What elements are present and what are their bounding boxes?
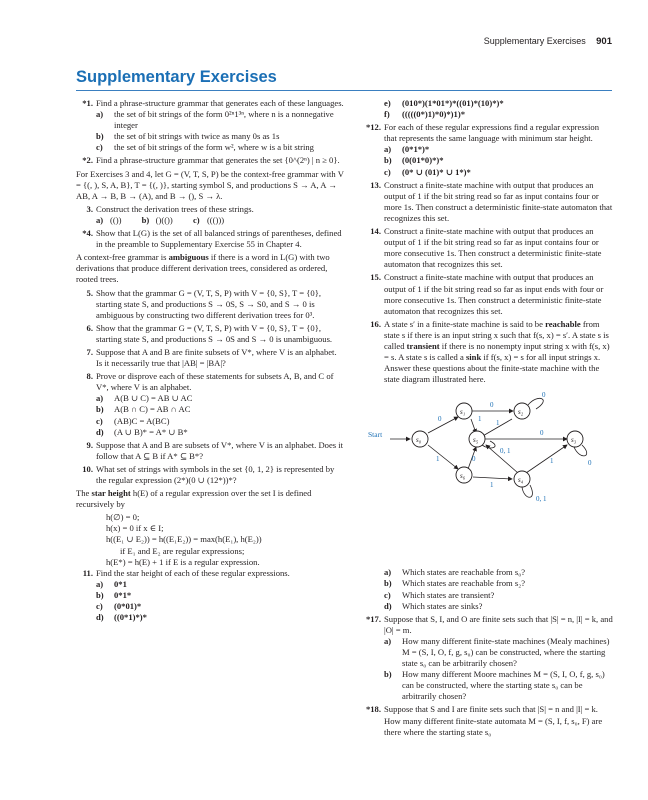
exercise-text: Find a phrase-structure grammar that generates the set {0^(2ⁿ) | n ≥ 0}.: [96, 155, 340, 166]
part-text: Which states are transient?: [402, 589, 495, 600]
part-label: a): [96, 214, 104, 225]
exercise-text: For each of these regular expressions find a regular expression that represents the same language with minimum star height.: [384, 122, 600, 144]
text-span: if there is a word in L(G) with two derivations that produce different derivation trees, considered as ordered, rooted trees.: [76, 252, 330, 285]
exercise-part: [96, 109, 344, 131]
exercise-part: [384, 590, 614, 601]
exercise-text: Find the star height of each of these regular expressions.: [96, 567, 290, 578]
state-label: s₄: [518, 476, 524, 485]
title-rule: [76, 90, 612, 91]
exercise-number: *1.: [82, 98, 93, 108]
exercise-6: [76, 323, 344, 345]
exercise-part: [384, 601, 614, 612]
exercise-part: [96, 427, 344, 438]
part-label: f): [384, 109, 390, 120]
exercise-part: [384, 109, 614, 120]
running-title: Supplementary Exercises: [483, 36, 586, 46]
exercise-2: [76, 155, 344, 166]
part-label: e): [384, 98, 391, 108]
math-line: if E₁ and E₂ are regular expressions;: [120, 545, 245, 556]
defined-term: transient: [406, 340, 440, 351]
part-text: 0*1*: [114, 589, 132, 600]
page-number: 901: [596, 36, 612, 47]
exercise-13: [364, 180, 614, 224]
exercise-16-parts: [364, 567, 614, 611]
edge-label: 1: [550, 457, 554, 466]
exercise-text: Construct a finite-state machine with output that produces an output of 1 if the bit string read so far as input ends with four or more consecutive 1s. Then construct a deterministic finite-state automaton that recognizes this set.: [384, 272, 604, 316]
exercise-part: [384, 636, 614, 669]
part-text: How many different Moore machines M = (S, I, O, f, g, s₀) can be constructed, where the starting state s₀ can be arbitrarily chosen?: [402, 669, 605, 702]
part-label: b): [384, 155, 392, 166]
exercise-part: [384, 98, 614, 109]
exercise-part: [384, 167, 614, 178]
exercise-number: 14.: [370, 226, 381, 237]
exercise-number: 3.: [86, 203, 93, 214]
exercise-text: Suppose that A and B are subsets of V*, where V is an alphabet. Does it follow that A ⊆ B if A* ⊆ B*?: [96, 439, 344, 461]
part-label: b): [384, 578, 392, 589]
exercise-11: [76, 568, 344, 623]
exercise-number: 8.: [86, 371, 93, 382]
exercise-part: [96, 601, 344, 612]
part-label: a): [384, 567, 392, 578]
part-text: (A ∪ B)* = A* ∪ B*: [114, 426, 188, 437]
exercise-part: [384, 567, 614, 578]
math-line: h((E₁ ∪ E₂)) = h((E₁E₂)) = max(h(E₁), h(E₂)): [106, 534, 262, 545]
right-column: [364, 98, 614, 740]
edge-label: 0: [542, 391, 546, 400]
edge-label: 0, 1: [536, 495, 547, 504]
exercise-number: 16.: [370, 318, 381, 329]
exercise-3: [76, 204, 344, 226]
exercise-number: 15.: [370, 272, 381, 283]
exercise-number: 5.: [86, 287, 93, 298]
part-text: (0(01*0)*)*: [402, 155, 444, 166]
part-label: a): [96, 578, 104, 589]
part-text: (()): [110, 214, 122, 225]
state-diagram: [360, 389, 610, 565]
exercise-11-continued: [364, 98, 614, 120]
self-loop-s2: [528, 399, 543, 410]
exercise-text: Suppose that A and B are finite subsets of V*, where V is an alphabet. Is it necessarily true that |AB| = |BA|?: [96, 346, 337, 369]
exercise-text: Suppose that S and I are finite sets such that |S| = n and |I| = k. How many different finite-state automata M = (S, I, f, s₀, F) are there where the starting state s₀: [384, 704, 603, 737]
part-label: d): [96, 426, 104, 437]
exercise-part: [96, 404, 344, 415]
part-text: ((())): [206, 214, 225, 225]
exercise-5: [76, 288, 344, 321]
part-label: d): [384, 600, 392, 611]
exercise-text: Construct a finite-state machine with output that produces an output of 1 if the bit string read so far as input contains four or more consecutive 1s. Then construct a deterministic finite-state automaton that recognizes this set.: [384, 226, 602, 270]
exercise-8: [76, 371, 344, 438]
edge-label: 0: [472, 455, 476, 464]
state-label: s₅: [473, 436, 479, 445]
part-label: d): [96, 612, 104, 623]
part-text: (((((0*)1)*0)*)1)*: [402, 109, 465, 120]
text-span: h(E) of a regular expression over the set I is defined recursively by: [76, 488, 312, 510]
part-label: c): [96, 415, 103, 426]
exercise-part: [384, 669, 614, 702]
exercise-part: [96, 142, 344, 153]
edge: [428, 445, 458, 469]
edge: [526, 445, 567, 473]
exercise-part: [96, 131, 344, 142]
paragraph-star-height: [76, 488, 344, 510]
part-label: b): [141, 214, 150, 225]
exercise-text: Find a phrase-structure grammar that generates each of these languages.: [96, 98, 344, 108]
exercise-part: [96, 579, 344, 590]
edge-label: 0: [490, 401, 494, 410]
part-label: c): [384, 166, 391, 177]
exercise-number: *18.: [365, 704, 381, 715]
paragraph-grammar-definition: For Exercises 3 and 4, let G = (V, T, S, P) be the context-free grammar with V = {(, ), S, A, B}, T = {(, )}, starting symbol S, and productions S → A, A → AB, A → B, B → (A), and B → (), S → λ.: [76, 168, 344, 201]
part-label: b): [96, 404, 104, 415]
math-line: h(x) = 0 if x ∈ I;: [106, 523, 164, 534]
exercise-text: [384, 319, 614, 386]
exercise-part: [384, 578, 614, 589]
part-text: (010*)(1*01*)*((01)*(10)*)*: [402, 98, 504, 108]
edge-label: 0: [438, 415, 442, 424]
exercise-15: [364, 272, 614, 316]
part-label: c): [192, 214, 200, 225]
part-text: Which states are sinks?: [402, 600, 483, 611]
part-label: b): [96, 131, 104, 142]
exercise-number: *4.: [82, 228, 93, 239]
exercise-text: Construct the derivation trees of these strings.: [96, 203, 254, 214]
math-line: h(∅) = 0;: [106, 512, 140, 523]
part-text: (0*01)*: [114, 601, 142, 612]
part-label: a): [96, 109, 104, 120]
defined-term: reachable: [545, 318, 581, 329]
part-text: ()(()): [155, 214, 173, 225]
exercise-part: [96, 215, 121, 226]
exercise-16: [364, 319, 614, 386]
left-column: [76, 98, 344, 625]
exercise-9: [76, 440, 344, 462]
edge-label: 0: [540, 429, 544, 438]
part-label: c): [96, 142, 103, 153]
exercise-7: [76, 347, 344, 369]
exercise-10: [76, 464, 344, 486]
exercise-number: *17.: [365, 613, 381, 624]
part-label: c): [96, 601, 103, 612]
edge-label: 1: [496, 419, 500, 428]
edge-label: 0: [588, 459, 592, 468]
edge: [428, 417, 458, 433]
exercise-number: *2.: [82, 155, 93, 166]
edge-label: 1: [490, 481, 494, 490]
exercise-number: 10.: [82, 463, 93, 474]
edge-label: 1: [436, 455, 440, 464]
exercise-text: What set of strings with symbols in the set {0, 1, 2} is represented by the regular expression (2*)(0 ∪ (12*))*?: [96, 463, 335, 485]
defined-term: ambiguous: [168, 252, 209, 263]
part-text: the set of bit strings of the form 0²ⁿ1³ⁿ, where n is a nonnegative integer: [114, 109, 334, 131]
exercise-12: [364, 122, 614, 177]
exercise-part: [193, 215, 224, 226]
edge: [473, 477, 512, 479]
exercise-part: [96, 612, 344, 623]
exercise-number: 13.: [370, 179, 381, 190]
exercise-part: [384, 144, 614, 155]
exercise-number: 7.: [86, 346, 93, 357]
part-text: the set of bit strings with twice as many 0s as 1s: [114, 131, 280, 142]
paragraph-ambiguous: [76, 252, 344, 285]
exercise-part: [384, 155, 614, 166]
part-text: (0* ∪ (01)* ∪ 1*)*: [402, 166, 471, 177]
math-line: h(E*) = h(E) + 1 if E is a regular expression.: [106, 556, 260, 567]
exercise-part: [96, 590, 344, 601]
part-text: A(B ∩ C) = AB ∩ AC: [114, 404, 191, 415]
state-label: s₂: [518, 408, 524, 417]
exercise-number: 11.: [82, 567, 93, 578]
start-label: Start: [368, 430, 383, 440]
exercise-number: 9.: [86, 439, 93, 450]
text-span: A state s′ in a finite-state machine is said to be: [384, 318, 546, 329]
defined-term: star height: [91, 488, 131, 499]
exercise-text: Show that the grammar G = (V, T, S, P) with V = {0, S}, T = {0}, starting state S, and productions S → 0S, S → S0, and S → 0 is ambiguous by constructing two different derivation trees for 0³.: [96, 287, 321, 320]
state-label: s₆: [460, 472, 466, 481]
exercise-text: Construct a finite-state machine with output that produces an output of 1 if the bit string read so far as input contains four or more 1s. Then construct a deterministic finite-state automaton that recognizes this set.: [384, 179, 613, 223]
part-text: ((0*1)*)*: [114, 612, 147, 623]
edge-label: 1: [478, 415, 482, 424]
state-label: s₁: [460, 408, 466, 417]
exercise-number: *12.: [365, 122, 381, 133]
part-text: How many different finite-state machines (Mealy machines) M = (S, I, O, f, g, s₀) can be constructed, where the starting state s₀ can be arbitrarily chosen?: [402, 635, 610, 669]
part-label: a): [384, 635, 392, 646]
exercise-text: Prove or disprove each of these statements for subsets A, B, and C of V*, where V is an alphabet.: [96, 371, 334, 393]
edge-label: 0, 1: [500, 447, 511, 456]
exercise-14: [364, 226, 614, 270]
exercise-text: Suppose that S, I, and O are finite sets such that |S| = n, |I| = k, and |O| = m.: [384, 613, 613, 635]
exercise-part: [96, 416, 344, 427]
part-label: b): [96, 589, 104, 600]
exercise-part: [96, 393, 344, 404]
exercise-text: Show that L(G) is the set of all balanced strings of parentheses, defined in the preamble to Supplementary Exercise 55 in Chapter 4.: [96, 228, 342, 250]
exercise-number: 6.: [86, 322, 93, 333]
exercise-17: [364, 614, 614, 703]
part-text: (AB)C = A(BC): [114, 415, 170, 426]
text-span: from state s if there is an input string x such that f(s, x) = s′. A state s is called: [384, 318, 609, 351]
defined-term: sink: [465, 352, 482, 363]
exercise-part: [142, 215, 173, 226]
text-span: The: [76, 488, 92, 499]
part-label: a): [96, 393, 104, 404]
text-span: if there is no nonempty input string x with f(s, x) = s. A state s is called a: [384, 340, 610, 363]
section-title: Supplementary Exercises: [76, 68, 277, 86]
running-head: [40, 36, 612, 50]
state-label: s₀: [416, 436, 422, 445]
part-text: Which states are reachable from s₂?: [402, 578, 526, 589]
exercise-18: [364, 704, 614, 737]
exercise-4: [76, 228, 344, 250]
part-label: b): [384, 669, 392, 680]
text-span: if f(s, x) = s for all input strings x. Answer these questions about the finite-state machine with the state diagram illustrated here.: [384, 352, 601, 385]
exercise-1: [76, 98, 344, 153]
part-text: A(B ∪ C) = AB ∪ AC: [114, 393, 193, 404]
part-text: the set of bit strings of the form w², where w is a bit string: [114, 142, 314, 153]
text-span: A context-free grammar is: [76, 252, 169, 263]
part-text: 0*1: [114, 578, 127, 589]
part-label: c): [384, 589, 391, 600]
exercise-text: Show that the grammar G = (V, T, S, P) with V = {0, S}, T = {0}, starting state S, and productions S → 0S and S → 0 is unambiguous.: [96, 322, 333, 344]
part-text: (0*1*)*: [402, 144, 430, 155]
part-text: Which states are reachable from s₀?: [402, 567, 526, 578]
part-label: a): [384, 144, 392, 155]
state-label: s₃: [571, 436, 577, 445]
